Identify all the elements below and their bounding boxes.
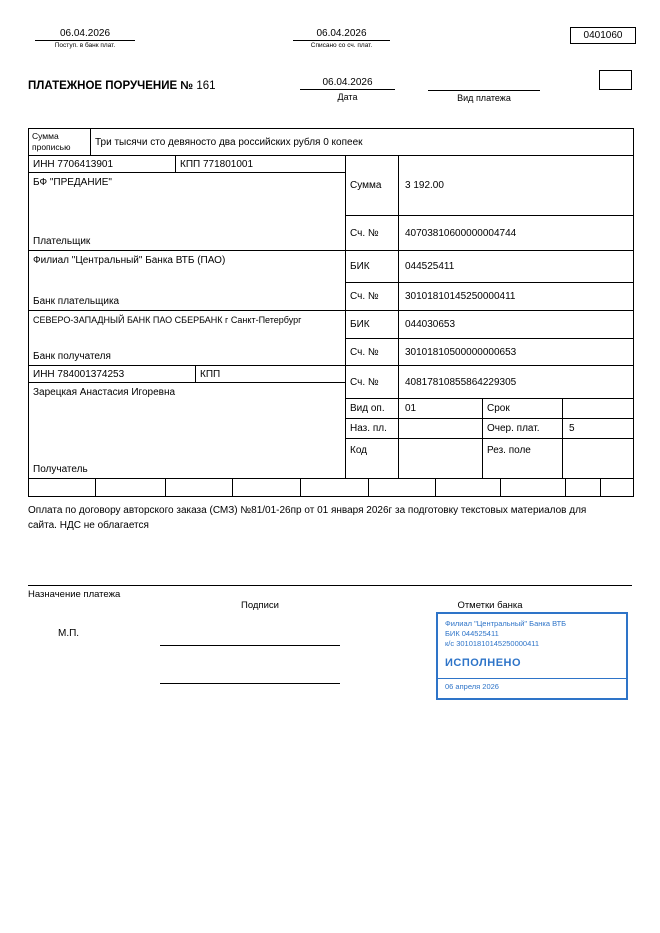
op-type-label: Вид оп. xyxy=(346,399,399,419)
stamp-corr-account: к/с 30101810145250000411 xyxy=(445,639,540,649)
status-code-box xyxy=(599,70,632,90)
payer-bank-label: Банк плательщика xyxy=(33,296,120,307)
payee-name: Зарецкая Анастасия Игоревна xyxy=(33,387,176,398)
bottom-row-cell xyxy=(96,479,166,496)
payer-bank-bik-value: 044525411 xyxy=(399,251,633,283)
stamp-bank-name: Филиал "Центральный" Банка ВТБ xyxy=(445,619,567,628)
payer-name: БФ "ПРЕДАНИЕ" xyxy=(33,177,112,188)
payment-purpose-text: Оплата по договору авторского заказа (СМЗ) №81/01-26пр от 01 января 2026г за подготовку текстовых материалов для сайта. НДС не облагается xyxy=(28,505,587,531)
bottom-row-cell xyxy=(436,479,501,496)
bank-stamp xyxy=(436,612,628,700)
payment-type-field xyxy=(428,77,540,103)
priority-label: Очер. плат. xyxy=(483,419,563,439)
bottom-row-cell xyxy=(601,479,633,496)
payee-bank-bik-value: 044030653 xyxy=(399,311,633,339)
purpose-code-label: Наз. пл. xyxy=(346,419,399,439)
code-label: Код xyxy=(346,439,399,479)
payee-bank-label: Банк получателя xyxy=(33,351,111,362)
payee-label: Получатель xyxy=(33,464,88,475)
payer-inn: ИНН 7706413901 xyxy=(29,156,176,173)
amount-words-label xyxy=(29,129,91,156)
payment-purpose-label: Назначение платежа xyxy=(28,589,121,600)
payee-block xyxy=(29,383,346,479)
debited-date-field xyxy=(293,28,390,49)
payer-bank-name: Филиал "Центральный" Банка ВТБ (ПАО) xyxy=(33,255,226,266)
payee-bank-account-value: 30101810500000000653 xyxy=(399,339,633,366)
payer-block xyxy=(29,173,346,251)
payer-account-label: Сч. № xyxy=(346,216,399,251)
document-title xyxy=(28,80,216,92)
signatures-label: Подписи xyxy=(241,600,279,611)
stamp-date: 06 апреля 2026 xyxy=(438,678,626,691)
received-date-value: 06.04.2026 xyxy=(35,28,135,41)
date-label: Дата xyxy=(337,92,358,102)
reserve-field-label: Рез. поле xyxy=(483,439,563,479)
op-type-value: 01 xyxy=(399,399,483,419)
payer-account-value: 40703810600000004744 xyxy=(399,216,633,251)
amount-words-value: Три тысячи сто девяносто два российских рубля 0 копеек xyxy=(91,129,633,156)
payer-label: Плательщик xyxy=(33,236,91,247)
amount-words-label-line2: прописью xyxy=(32,141,71,152)
amount-label: Сумма xyxy=(346,156,399,216)
bottom-row-cell xyxy=(29,479,96,496)
received-date-label: Поступ. в банк плат. xyxy=(54,42,116,49)
term-value xyxy=(563,399,633,419)
form-code-box: 0401060 xyxy=(570,27,636,44)
stamp-bik: БИК 044525411 xyxy=(445,629,499,639)
payer-kpp: КПП 771801001 xyxy=(176,156,346,173)
document-date-value: 06.04.2026 xyxy=(300,77,395,90)
payee-bank-bik-label: БИК xyxy=(346,311,399,339)
payee-bank-account-label: Сч. № xyxy=(346,339,399,366)
payment-type-value xyxy=(428,77,540,91)
bottom-row-cell xyxy=(166,479,233,496)
bottom-row-cell xyxy=(301,479,369,496)
bottom-row-cell xyxy=(233,479,301,496)
payer-bank-block xyxy=(29,251,346,311)
stamp-place-label: М.П. xyxy=(58,628,80,639)
payee-account-label: Сч. № xyxy=(346,366,399,399)
stamp-status: ИСПОЛНЕНО xyxy=(445,657,522,670)
term-label: Срок xyxy=(483,399,563,419)
bottom-row-cell xyxy=(369,479,436,496)
payee-kpp-label: КПП xyxy=(196,366,346,383)
payer-bank-account-value: 30101810145250000411 xyxy=(399,283,633,311)
priority-value: 5 xyxy=(563,419,633,439)
bottom-row-cell xyxy=(501,479,566,496)
document-date-field xyxy=(300,77,395,102)
bottom-row-cell xyxy=(566,479,601,496)
code-value xyxy=(399,439,483,479)
payment-type-label: Вид платежа xyxy=(457,93,511,103)
document-title-text: ПЛАТЕЖНОЕ ПОРУЧЕНИЕ № xyxy=(28,80,194,92)
payee-account-value: 40817810855864229305 xyxy=(399,366,633,399)
payer-bank-bik-label: БИК xyxy=(346,251,399,283)
payment-order-table xyxy=(28,128,634,497)
payee-bank-name: СЕВЕРО-ЗАПАДНЫЙ БАНК ПАО СБЕРБАНК г Санкт-Петербург xyxy=(33,315,302,325)
debited-date-label: Списано со сч. плат. xyxy=(310,42,373,49)
purpose-code-value xyxy=(399,419,483,439)
bank-marks-label: Отметки банка xyxy=(457,600,523,611)
signature-line-2 xyxy=(160,670,340,684)
amount-value: 3 192.00 xyxy=(399,156,633,216)
payee-bank-block xyxy=(29,311,346,366)
purpose-divider-line xyxy=(28,585,632,586)
payee-inn: ИНН 784001374253 xyxy=(29,366,196,383)
received-date-field xyxy=(35,28,135,49)
signature-line-1 xyxy=(160,632,340,646)
amount-words-label-line1: Сумма xyxy=(32,131,59,141)
reserve-field-value xyxy=(563,439,633,479)
document-number: 161 xyxy=(196,80,216,92)
payer-bank-account-label: Сч. № xyxy=(346,283,399,311)
debited-date-value: 06.04.2026 xyxy=(293,28,390,41)
